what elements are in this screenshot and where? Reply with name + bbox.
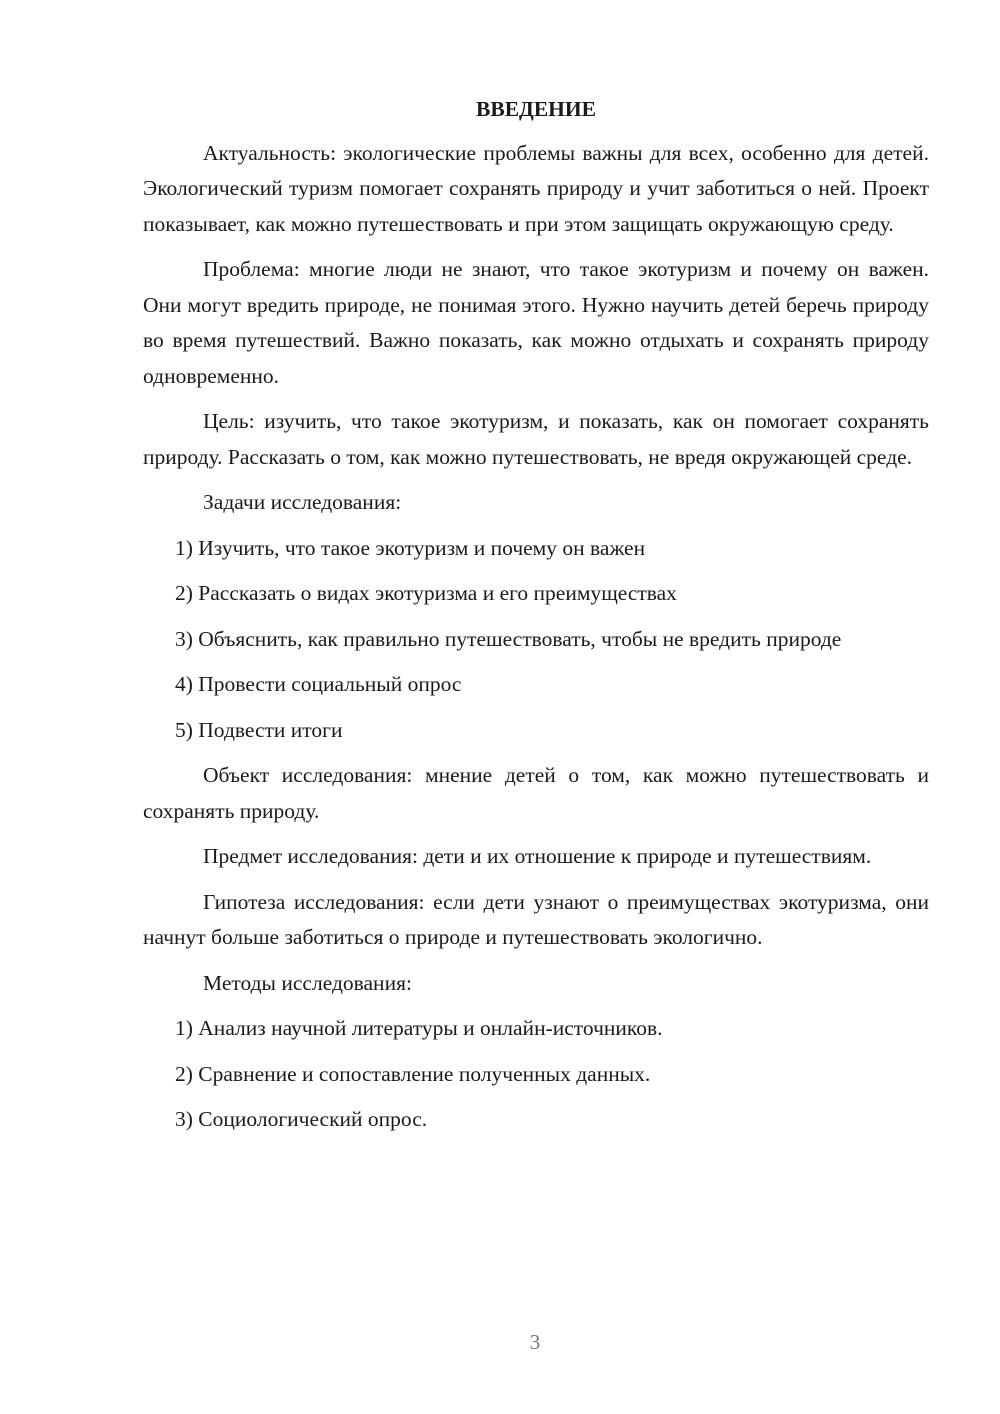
method-item-3: 3) Социологический опрос. [175,1107,428,1131]
page-number: 3 [529,1330,541,1354]
relevance-paragraph: Актуальность: экологические проблемы важны для всех, особенно для детей. Экологический туризм помогает сохранять природу и учит заботиться о ней. Проект показывает, как можно путешествовать и при этом защищать окружающую среду. [143,140,929,236]
object-paragraph: Объект исследования: мнение детей о том, как можно путешествовать и сохранять природу. [143,763,929,823]
method-item-2: 2) Сравнение и сопоставление полученных данных. [175,1061,651,1086]
goal-paragraph: Цель: изучить, что такое экотуризм, и показать, как он помогает сохранять природу. Рассказать о том, как можно путешествовать, не вредя окружающей среде. [143,409,929,469]
task-item-1: 1) Изучить, что такое экотуризм и почему он важен [175,535,646,560]
method-item-1: 1) Анализ научной литературы и онлайн-источников. [175,1016,663,1040]
page-heading: ВВЕДЕНИЕ [476,97,596,121]
tasks-title: Задачи исследования: [203,490,402,514]
subject-paragraph: Предмет исследования: дети и их отношение к природе и путешествиям. [203,844,872,868]
task-item-5: 5) Подвести итоги [175,717,343,742]
page-content [143,92,929,1148]
task-item-4: 4) Провести социальный опрос [175,672,462,696]
hypothesis-paragraph: Гипотеза исследования: если дети узнают о преимуществах экотуризма, они начнут больше заботиться о природе и путешествовать экологично. [143,889,929,949]
problem-paragraph: Проблема: многие люди не знают, что такое экотуризм и почему он важен. Они могут вредить природе, не понимая этого. Нужно научить детей беречь природу во время путешествий. Важно показать, как можно отдыхать и сохранять природу одновременно. [143,257,929,388]
task-item-2: 2) Рассказать о видах экотуризма и его преимуществах [175,581,677,605]
task-item-3: 3) Объяснить, как правильно путешествовать, чтобы не вредить природе [175,626,842,651]
methods-title: Методы исследования: [203,970,412,995]
